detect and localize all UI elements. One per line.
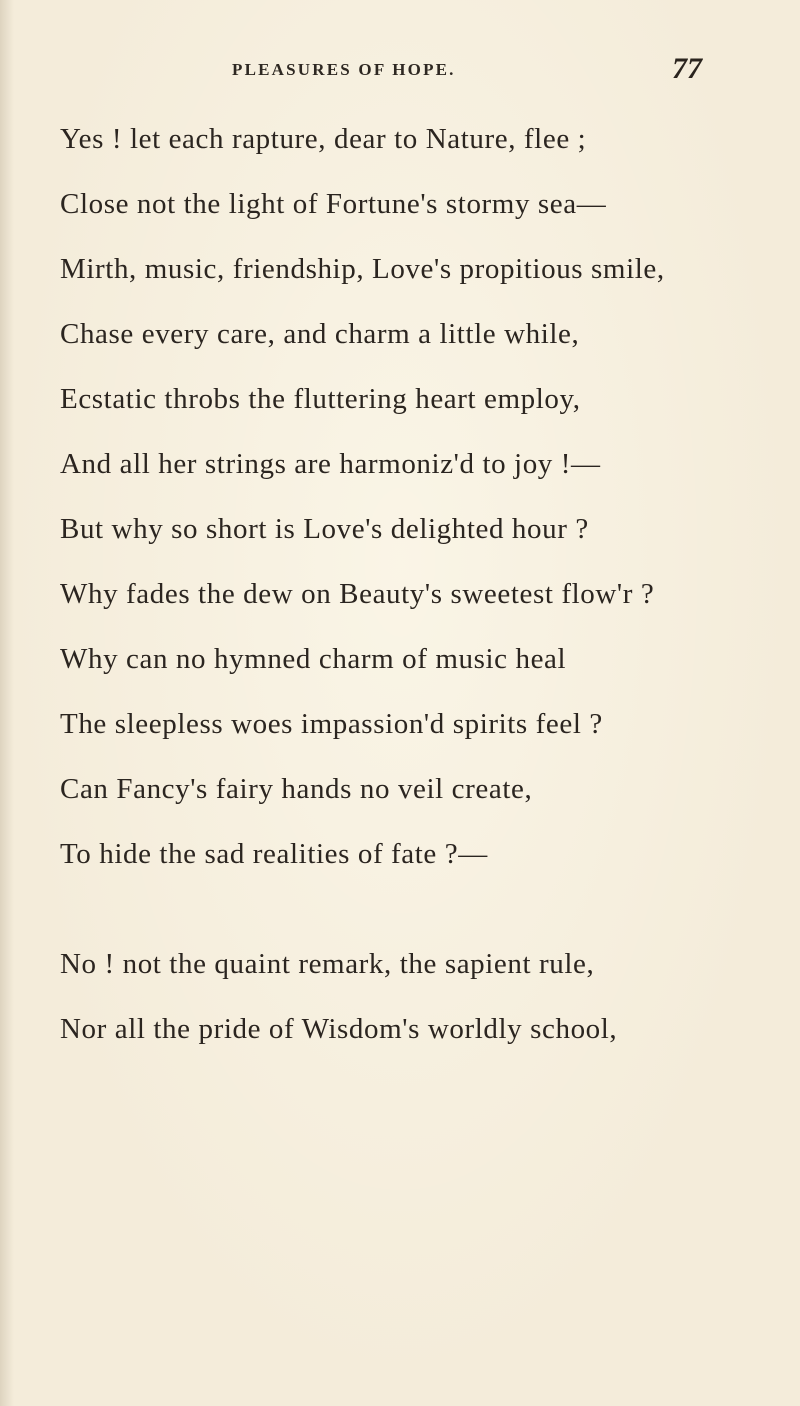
poem-line: The sleepless woes impassion'd spirits feel ? [60, 708, 603, 740]
running-head: PLEASURES OF HOPE. [232, 60, 456, 79]
poem-line: To hide the sad realities of fate ?— [60, 838, 488, 870]
poem-line: Yes ! let each rapture, dear to Nature, flee ; [60, 123, 587, 155]
poem-line: Why can no hymned charm of music heal [60, 643, 567, 675]
poem-line: Mirth, music, friendship, Love's propitious smile, [60, 253, 665, 285]
poem-line: Close not the light of Fortune's stormy sea— [60, 188, 607, 220]
poem-line: Ecstatic throbs the fluttering heart employ, [60, 383, 581, 415]
poem-line: And all her strings are harmoniz'd to joy !— [60, 448, 601, 480]
page-number: 77 [672, 52, 702, 85]
poem-line: Chase every care, and charm a little while, [60, 318, 580, 350]
page-gutter-shadow [0, 0, 14, 1406]
poem-line: No ! not the quaint remark, the sapient rule, [60, 948, 595, 980]
page-header [0, 54, 800, 94]
poem-line: But why so short is Love's delighted hour ? [60, 513, 589, 545]
poem-line: Can Fancy's fairy hands no veil create, [60, 773, 533, 805]
poem-line: Nor all the pride of Wisdom's worldly school, [60, 1013, 618, 1045]
poem-line: Why fades the dew on Beauty's sweetest flow'r ? [60, 578, 655, 610]
